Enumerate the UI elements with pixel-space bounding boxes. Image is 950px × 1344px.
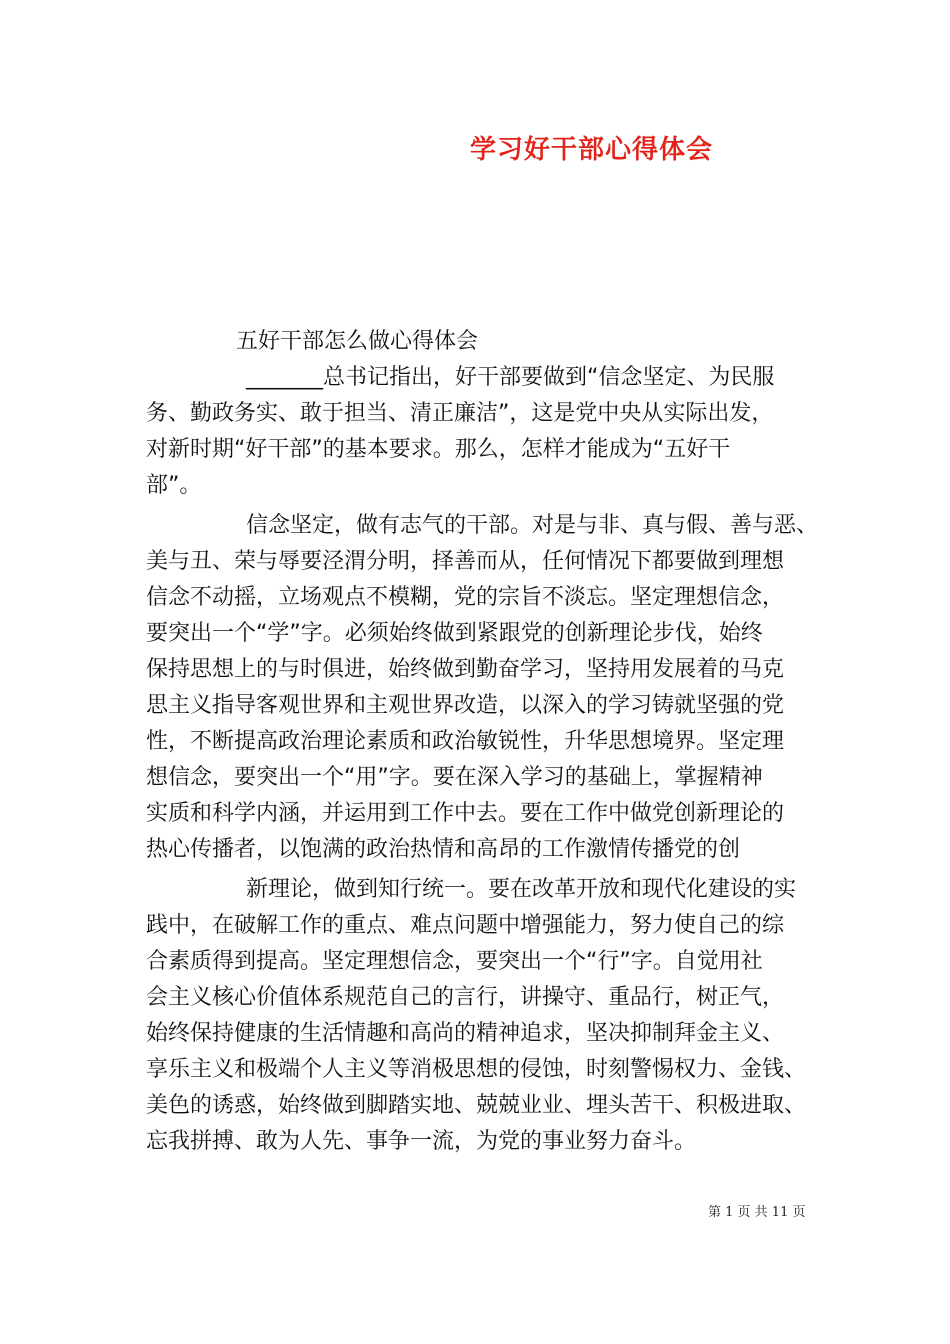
paragraph-line-17: 合素质得到提高。坚定理想信念，要突出一个“行”字。自觉用社 <box>146 949 763 974</box>
paragraph-line-3: 对新时期“好干部”的基本要求。那么，怎样才能成为“五好干 <box>146 437 731 462</box>
page-number-footer: 第 1 页 共 11 页 <box>708 1205 806 1220</box>
subtitle: 五好干部怎么做心得体会 <box>236 329 479 354</box>
paragraph-line-18: 会主义核心价值体系规范自己的言行，讲操守、重品行，树正气， <box>146 985 785 1010</box>
paragraph-line-10: 思主义指导客观世界和主观世界改造，以深入的学习铸就坚强的党 <box>146 693 785 718</box>
paragraph-line-2: 务、勤政务实、敢于担当、清正廉洁”，这是党中央从实际出发， <box>146 401 774 426</box>
paragraph-line-19: 始终保持健康的生活情趣和高尚的精神追求，坚决抑制拜金主义、 <box>146 1021 785 1046</box>
paragraph-line-4: 部”。 <box>146 473 202 498</box>
paragraph-line-12: 想信念，要突出一个“用”字。要在深入学习的基础上，掌握精神 <box>146 765 763 790</box>
paragraph-line-22: 忘我拼搏、敢为人先、事争一流，为党的事业努力奋斗。 <box>146 1129 697 1154</box>
paragraph-line-5: 信念坚定，做有志气的干部。对是与非、真与假、善与恶、 <box>246 513 819 538</box>
paragraph-line-6: 美与丑、荣与辱要泾渭分明，择善而从，任何情况下都要做到理想 <box>146 549 785 574</box>
paragraph-line-11: 性，不断提高政治理论素质和政治敏锐性，升华思想境界。坚定理 <box>146 729 785 754</box>
paragraph-line-21: 美色的诱惑，始终做到脚踏实地、兢兢业业、埋头苦干、积极进取、 <box>146 1093 807 1118</box>
paragraph-line-9: 保持思想上的与时俱进，始终做到勤奋学习，坚持用发展着的马克 <box>146 657 785 682</box>
paragraph-line-14: 热心传播者，以饱满的政治热情和高昂的工作激情传播党的创 <box>146 837 741 862</box>
paragraph-line-20: 享乐主义和极端个人主义等消极思想的侵蚀，时刻警惕权力、金钱、 <box>146 1057 807 1082</box>
paragraph-line-1: _______总书记指出，好干部要做到“信念坚定、为民服 <box>246 365 775 390</box>
paragraph-line-13: 实质和科学内涵，并运用到工作中去。要在工作中做党创新理论的 <box>146 801 785 826</box>
paragraph-line-7: 信念不动摇，立场观点不模糊，党的宗旨不淡忘。坚定理想信念， <box>146 585 785 610</box>
document-title: 学习好干部心得体会 <box>470 135 714 165</box>
paragraph-line-15: 新理论，做到知行统一。要在改革开放和现代化建设的实 <box>246 877 797 902</box>
paragraph-line-16: 践中，在破解工作的重点、难点问题中增强能力，努力使自己的综 <box>146 913 785 938</box>
paragraph-line-8: 要突出一个“学”字。必须始终做到紧跟党的创新理论步伐，始终 <box>146 621 763 646</box>
